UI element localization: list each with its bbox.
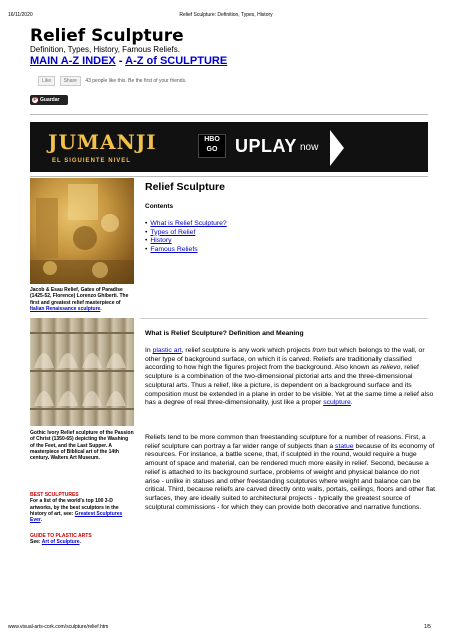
caption-text: The first and greatest relief masterpiece of <box>30 293 129 306</box>
divider <box>140 318 428 319</box>
guide-heading: GUIDE TO PLASTIC ARTS <box>30 533 92 539</box>
toc-item[interactable] <box>145 229 227 238</box>
divider <box>30 176 428 177</box>
emphasis: relievo <box>380 364 401 372</box>
nav-separator: - <box>115 55 126 67</box>
best-sculptures-heading: BEST SCULPTURES <box>30 492 79 498</box>
caption-end: . <box>100 305 102 312</box>
arrow-icon <box>330 130 344 166</box>
guide-text: See: <box>30 539 42 546</box>
text: , relief sculpture is any work which projects <box>181 347 313 354</box>
advertisement-banner[interactable] <box>30 122 428 172</box>
nav-link-main-index[interactable]: MAIN A-Z INDEX <box>30 55 116 67</box>
link-plastic-art[interactable]: plastic art <box>152 347 182 354</box>
uplay-logo: UPLAY <box>235 136 297 156</box>
guide-end: . <box>79 539 81 546</box>
nav-link-a-z-sculpture[interactable]: A-Z of SCULPTURE <box>125 55 228 67</box>
guide-box <box>30 533 134 546</box>
hbo-logo: HBO GO <box>198 134 226 158</box>
toc-link-history[interactable]: History <box>150 237 172 244</box>
likes-count-text: 43 people like this. Be the first of your friends. <box>85 78 187 84</box>
contents-label: Contents <box>145 203 174 210</box>
share-button[interactable]: Share <box>60 76 81 86</box>
uplay-now: now <box>300 142 319 153</box>
print-title: Relief Sculpture: Definition, Types, History <box>179 12 273 18</box>
like-button[interactable]: Like <box>38 76 55 86</box>
page-subtitle: Definition, Types, History, Famous Reliefs. <box>30 45 180 54</box>
emphasis: from <box>312 347 326 354</box>
section-title: Relief Sculpture <box>145 181 225 193</box>
table-of-contents <box>145 220 227 254</box>
link-sculpture[interactable]: sculpture <box>323 399 351 407</box>
text: . <box>350 399 353 407</box>
print-page-number: 1/5 <box>424 624 431 630</box>
toc-link-types[interactable]: Types of Relief <box>150 228 196 236</box>
gothic-ivory-relief-image <box>30 318 134 426</box>
link-art-of-sculpture[interactable]: Art of Sculpture <box>41 539 80 546</box>
page-title: Relief Sculpture <box>30 26 184 46</box>
ad-brand: JUMANJI <box>48 130 157 154</box>
link-greatest-sculptures[interactable]: Greatest Sculptures Ever <box>30 510 123 524</box>
toc-link-famous[interactable]: Famous Reliefs <box>150 245 198 253</box>
best-sculptures-box <box>30 492 134 523</box>
definition-heading: What is Relief Sculpture? Definition and Meaning <box>145 330 304 337</box>
pinterest-icon: P <box>33 96 37 103</box>
paragraph-definition <box>145 347 435 408</box>
divider <box>30 114 428 115</box>
social-bar <box>38 76 186 86</box>
toc-item[interactable] <box>145 246 227 255</box>
link-statue[interactable]: statue <box>335 442 354 450</box>
text: In <box>145 347 153 354</box>
print-date: 16/11/2020 <box>8 12 33 18</box>
best-end: . <box>40 517 42 524</box>
paragraph-reasons <box>145 434 435 512</box>
toc-item[interactable] <box>145 220 227 229</box>
toc-link-what-is[interactable]: What is Relief Sculpture? <box>150 220 227 227</box>
caption-title: Jacob & Esau Relief, Gates of Paradise (1425-52, Florence) Lorenzo Ghiberti. <box>30 287 123 300</box>
text: because of its economy of resources. For instance, a battle scene, that, if sculpted in the round, would require a huge amount of space and material, can be rendered much more easily in relief. Second, because a relief is attached to its background surface, problems of weight and physical balance do not arise - unlike in statues and other freestanding sculptures where weight and balance can be critical. Third, because reliefs are carved directly onto walls, portals, ceilings, floors and other flat surfaces, they are ideally suited to architectural projects - typically the greatest source of sculptural commissions - for which they can provide both decorative and narrative functions. <box>145 442 436 511</box>
image-caption-ivory: Gothic Ivory Relief sculpture of the Passion of Christ (1350-65) depicting the Washing of the Feet, and the Last Supper. A masterpiece of Biblical art of the 14th century. Walters Art Museum. <box>30 430 134 462</box>
image-caption-ghiberti <box>30 287 134 312</box>
text: , relief sculpture is a combination of the two-dimensional pictorial arts and the three-dimensional sculptural arts. Thus a relief, like a picture, is dependent on a background surface and its composition must be extended in a plane in order to be visible. Yet at the same time a relief also has a degree of real three-dimensionality, just like a proper <box>145 364 434 407</box>
best-sculptures-text: For a list of the world's top 100 3-D artworks, by the best sculptors in the history of art, see: <box>30 498 119 517</box>
nav-links <box>30 55 227 67</box>
text: but which belongs to the wall, or other type of background surface, on which it is carved. Reliefs are traditionally classified according to how high the figures project from the background. Also known as <box>145 347 425 372</box>
link-italian-renaissance[interactable]: Italian Renaissance sculpture <box>30 305 101 312</box>
toc-item[interactable] <box>145 237 227 246</box>
save-label: Guardar <box>40 97 60 103</box>
ad-tagline: EL SIGUIENTE NIVEL <box>52 158 131 164</box>
print-url: www.visual-arts-cork.com/sculpture/relief.htm <box>8 624 109 630</box>
ghiberti-relief-image <box>30 178 134 284</box>
save-button[interactable] <box>30 95 68 105</box>
text: Reliefs tend to be more common than freestanding sculpture for a number of reasons. First, a relief sculpture can portray a far wider range of subjects than a <box>145 434 426 450</box>
